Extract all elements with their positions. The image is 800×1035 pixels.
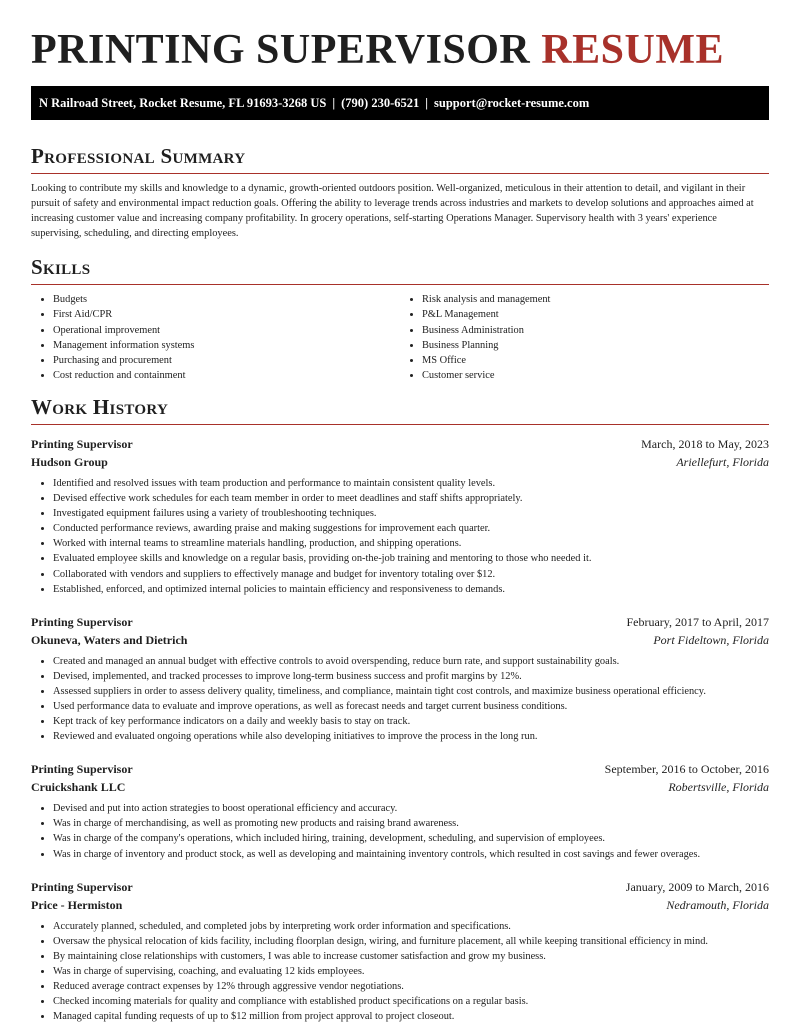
job-entry — [31, 760, 769, 861]
job-duty: • Reviewed and evaluated ongoing operations while also developing initiatives to improve the process in the long run. — [53, 729, 769, 744]
job-duty: • Established, enforced, and optimized internal policies to maintain efficiency and responsiveness to demands. — [53, 582, 769, 597]
job-title: Printing Supervisor — [31, 762, 133, 777]
contact-phone[interactable]: (790) 230-6521 — [341, 96, 420, 110]
job-duty: • Reduced average contract expenses by 12% through aggressive vendor negotiations. — [53, 979, 769, 994]
job-title: Printing Supervisor — [31, 436, 133, 451]
title-name: PRINTING SUPERVISOR — [31, 27, 531, 73]
job-company: Hudson Group — [31, 454, 108, 469]
job-duty: • Evaluated employee skills and knowledge on a regular basis, providing on-the-job training and mentoring to those who needed it. — [53, 551, 769, 566]
job-company: Price - Hermiston — [31, 897, 123, 912]
work-history-heading: Work History — [31, 395, 769, 425]
job-location: Port Fideltown, Florida — [653, 632, 769, 647]
job-duty: • Devised effective work schedules for each team member in order to meet deadlines and staff shifts appropriately. — [53, 491, 769, 506]
skill-item: • MS Office — [422, 353, 769, 368]
contact-address: N Railroad Street, Rocket Resume, FL 91693-3268 US — [39, 96, 327, 110]
title-accent: RESUME — [541, 27, 724, 73]
job-duty: • Checked incoming materials for quality and compliance with established product specifications on a regular basis. — [53, 994, 769, 1009]
job-duties — [31, 476, 769, 597]
resume-page — [31, 0, 769, 1024]
job-duty: • Devised and put into action strategies to boost operational efficiency and accuracy. — [53, 801, 769, 816]
skill-item: • Customer service — [422, 368, 769, 383]
job-title: Printing Supervisor — [31, 614, 133, 629]
job-duty: • Investigated equipment failures using a variety of troubleshooting techniques. — [53, 506, 769, 521]
job-duty: • Accurately planned, scheduled, and completed jobs by interpreting work order information and specifications. — [53, 919, 769, 934]
job-location: Robertsville, Florida — [668, 780, 769, 795]
contact-separator: | — [332, 96, 336, 110]
job-duty: • Identified and resolved issues with team production and performance to maintain consistent quality levels. — [53, 476, 769, 491]
skills-column-right — [400, 292, 769, 383]
job-dates: September, 2016 to October, 2016 — [604, 762, 769, 777]
job-entry — [31, 435, 769, 597]
skills-list — [31, 292, 769, 383]
resume-title — [31, 27, 769, 73]
job-duty: • Worked with internal teams to streamline materials handling, production, and shipping operations. — [53, 536, 769, 551]
job-duty: • Managed capital funding requests of up to $12 million from project approval to project closeout. — [53, 1009, 769, 1024]
job-duties — [31, 654, 769, 745]
job-duties — [31, 801, 769, 861]
job-company: Okuneva, Waters and Dietrich — [31, 632, 188, 647]
job-duty: • Was in charge of merchandising, as well as promoting new products and raising brand awareness. — [53, 816, 769, 831]
job-dates: March, 2018 to May, 2023 — [641, 436, 769, 451]
contact-bar — [31, 86, 769, 120]
skill-item: • Risk analysis and management — [422, 292, 769, 307]
job-company: Cruickshank LLC — [31, 780, 126, 795]
skill-item: • Budgets — [53, 292, 400, 307]
skill-item: • Cost reduction and containment — [53, 368, 400, 383]
skill-item: • Business Planning — [422, 338, 769, 353]
job-duties — [31, 919, 769, 1025]
job-duty: • Oversaw the physical relocation of kids facility, including floorplan design, wiring, and furniture placement, all while keeping transitional efficiency in mind. — [53, 934, 769, 949]
job-duty: • Was in charge of inventory and product stock, as well as developing and maintaining inventory controls, which resulted in cost savings and fewer overages. — [53, 847, 769, 862]
skill-item: • P&L Management — [422, 307, 769, 322]
job-duty: • Was in charge of the company's operations, which included hiring, training, development, scheduling, and supervision of employees. — [53, 831, 769, 846]
job-location: Ariellefurt, Florida — [676, 454, 769, 469]
summary-text: Looking to contribute my skills and knowledge to a dynamic, growth-oriented outdoors position. Well-organized, meticulous in their attention to detail, and vigilant in their pursuit of safety and environmental impact reduction goals. Offering the ability to leverage trends across industries and markets to develop solutions and approaches aimed at increasing customer value and increasing company profitability. In grocery operations, self-starting Operations Manager. Supervisory health with 3 years' experience supervising, scheduling, and directing employees. — [31, 183, 754, 240]
job-duty: • Conducted performance reviews, awarding praise and making suggestions for improvement each quarter. — [53, 521, 769, 536]
job-title: Printing Supervisor — [31, 879, 133, 894]
job-duty: • Collaborated with vendors and suppliers to effectively manage and budget for inventory totaling over $12. — [53, 567, 769, 582]
job-location: Nedramouth, Florida — [666, 897, 769, 912]
job-duty: • Kept track of key performance indicators on a daily and weekly basis to stay on track. — [53, 714, 769, 729]
job-duty: • Created and managed an annual budget with effective controls to avoid overspending, reduce burn rate, and support sustainability goals. — [53, 654, 769, 669]
skill-item: • Management information systems — [53, 338, 400, 353]
skill-item: • Operational improvement — [53, 323, 400, 338]
job-duty: • Used performance data to evaluate and improve operations, as well as forecast needs and target current business conditions. — [53, 699, 769, 714]
job-duty: • Was in charge of supervising, coaching, and evaluating 12 kids employees. — [53, 964, 769, 979]
job-duty: • By maintaining close relationships with customers, I was able to increase customer satisfaction and grow my business. — [53, 949, 769, 964]
job-duty: • Assessed suppliers in order to assess delivery quality, timeliness, and compliance, maintain tight cost controls, and maximize business operational efficiency. — [53, 684, 769, 699]
job-duty: • Devised, implemented, and tracked processes to improve long-term business success and profit margins by 12%. — [53, 669, 769, 684]
job-entry — [31, 613, 769, 745]
skill-item: • Business Administration — [422, 323, 769, 338]
summary-heading: Professional Summary — [31, 144, 769, 174]
contact-separator: | — [425, 96, 429, 110]
skill-item: • Purchasing and procurement — [53, 353, 400, 368]
contact-email[interactable]: support@rocket-resume.com — [434, 96, 590, 110]
job-dates: January, 2009 to March, 2016 — [625, 879, 769, 894]
skill-item: • First Aid/CPR — [53, 307, 400, 322]
skills-heading: Skills — [31, 255, 769, 285]
job-dates: February, 2017 to April, 2017 — [626, 614, 769, 629]
skills-column-left — [31, 292, 400, 383]
job-entry — [31, 878, 769, 1025]
